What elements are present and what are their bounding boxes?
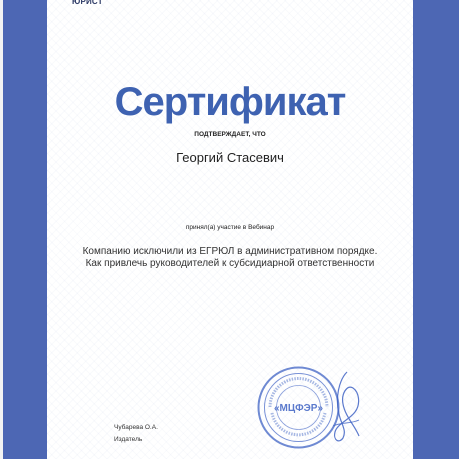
seal-text: «МЦФЭР» — [273, 403, 324, 414]
webinar-title: Компанию исключили из ЕГРЮЛ в административном порядке. Как привлечь руководителей к субсидиарной ответственности — [82, 246, 378, 269]
publisher-logo: ЮРИСТ — [72, 0, 103, 6]
handwritten-signature — [325, 368, 365, 448]
participation-label: принял(а) участие в Вебинар — [185, 224, 275, 231]
recipient-name: Георгий Стасевич — [176, 150, 284, 165]
certificate-title: Сертификат — [114, 80, 346, 124]
signer-name: Чубарева О.А. — [114, 424, 158, 431]
signer-role: Издатель — [114, 436, 143, 443]
confirms-label: ПОДТВЕРЖДАЕТ, ЧТО — [194, 131, 266, 138]
